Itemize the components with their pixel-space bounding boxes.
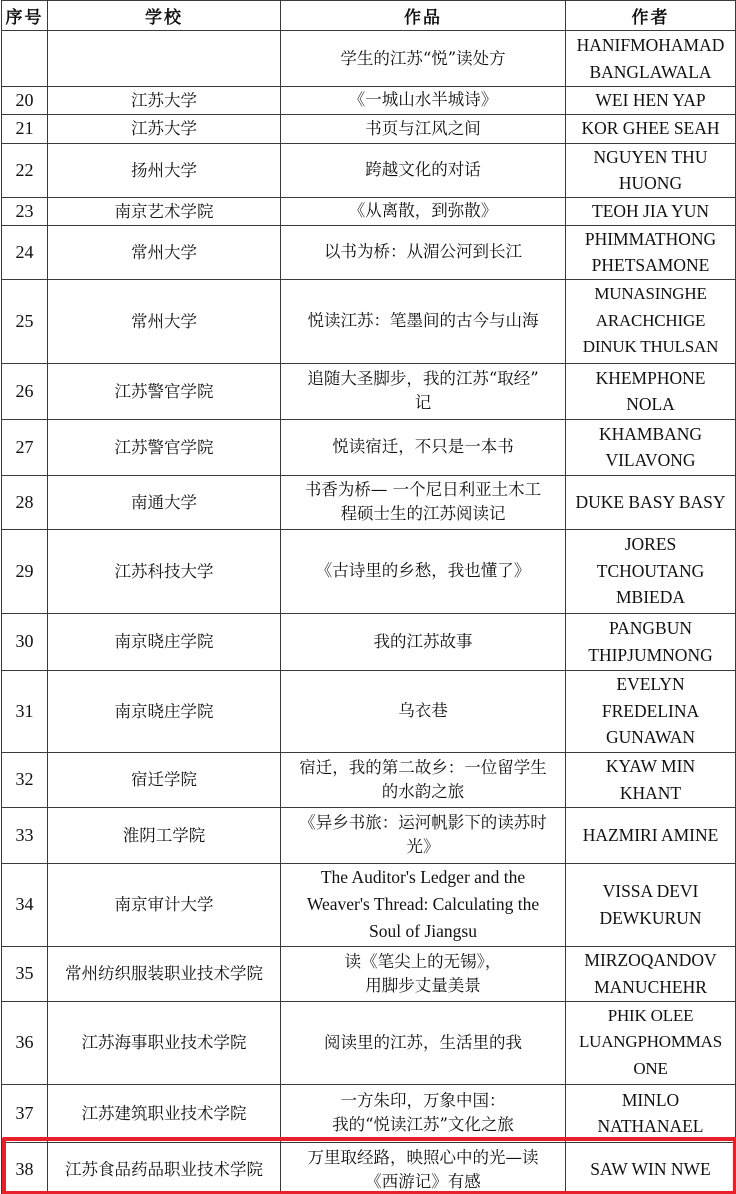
cell-school: 宿迁学院 <box>48 752 281 807</box>
author-line: PHIMMATHONG <box>584 228 717 249</box>
work-line: 光》 <box>406 837 440 856</box>
author-line: HANIFMOHAMAD <box>576 35 725 55</box>
work-line: 《异乡书旅：运河帆影下的读苏时 <box>299 813 547 832</box>
award-table <box>1 0 736 1194</box>
work-line: 书香为桥— 一个尼日利亚土木工 <box>304 480 542 499</box>
cell-author <box>566 87 736 115</box>
table-row <box>2 363 736 419</box>
cell-work <box>281 946 566 1001</box>
author-line: MANUCHEHR <box>594 976 707 997</box>
author-line: NOLA <box>626 394 675 414</box>
cell-no <box>2 31 48 87</box>
author-line: PHETSAMONE <box>591 255 710 275</box>
work-line: 程硕士生的江苏阅读记 <box>340 504 506 523</box>
cell-work <box>281 143 566 197</box>
table-row <box>2 613 736 670</box>
author-line: DUKE BASY BASY <box>575 491 726 512</box>
cell-school: 扬州大学 <box>48 143 281 197</box>
cell-work <box>281 475 566 529</box>
cell-no: 33 <box>2 807 48 863</box>
work-line: 一方朱印，万象中国： <box>340 1091 506 1110</box>
header-no: 序号 <box>2 1 48 31</box>
cell-school <box>48 31 281 87</box>
cell-author <box>566 363 736 419</box>
work-line: Weaver's Thread: Calculating the <box>306 894 540 914</box>
work-line: 《西游记》有感 <box>365 1171 481 1191</box>
cell-school: 南通大学 <box>48 475 281 529</box>
cell-work <box>281 670 566 752</box>
author-line: DINUK THULSAN <box>582 337 719 357</box>
author-line: MIRZOQANDOV <box>584 950 717 970</box>
table-row <box>2 946 736 1001</box>
cell-school: 常州大学 <box>48 279 281 363</box>
cell-school: 常州大学 <box>48 225 281 279</box>
table-row <box>2 197 736 225</box>
work-line: The Auditor's Ledger and the <box>320 867 526 887</box>
work-line: 的水韵之旅 <box>381 781 465 801</box>
work-line: 以书为桥：从湄公河到长江 <box>324 242 522 261</box>
cell-work <box>281 1142 566 1194</box>
cell-author <box>566 197 736 225</box>
cell-no: 31 <box>2 670 48 752</box>
author-line: EVELYN <box>616 674 685 695</box>
author-line: PHIK OLEE <box>607 1005 694 1025</box>
author-line: ARACHCHIGE <box>595 310 706 330</box>
cell-no: 32 <box>2 752 48 807</box>
work-line: 悦读江苏：笔墨间的古今与山海 <box>307 311 539 330</box>
author-line: HAZMIRI AMINE <box>582 824 719 845</box>
author-line: BANGLAWALA <box>589 61 712 82</box>
work-line: 追随大圣脚步，我的江苏“取经” <box>307 369 539 388</box>
cell-author <box>566 143 736 197</box>
author-line: TCHOUTANG <box>596 560 705 581</box>
header-author: 作者 <box>566 1 736 31</box>
cell-school: 常州纺织服装职业技术学院 <box>48 946 281 1001</box>
cell-school: 淮阴工学院 <box>48 807 281 863</box>
cell-school: 江苏建筑职业技术学院 <box>48 1084 281 1142</box>
cell-work <box>281 279 566 363</box>
table-row <box>2 1142 736 1194</box>
cell-author <box>566 475 736 529</box>
author-line: SAW WIN NWE <box>590 1159 711 1180</box>
author-line: WEI HEN YAP <box>595 90 706 110</box>
cell-no: 30 <box>2 613 48 670</box>
table-row <box>2 31 736 87</box>
cell-author <box>566 1001 736 1084</box>
work-line: 悦读宿迁，不只是一本书 <box>332 437 514 456</box>
work-line: Soul of Jiangsu <box>369 921 477 941</box>
table-row <box>2 419 736 475</box>
work-line: 用脚步丈量美景 <box>365 975 481 995</box>
cell-school: 江苏警官学院 <box>48 419 281 475</box>
cell-work <box>281 1084 566 1142</box>
cell-no: 28 <box>2 475 48 529</box>
author-line: DEWKURUN <box>599 907 702 928</box>
cell-school: 江苏科技大学 <box>48 529 281 613</box>
cell-work <box>281 807 566 863</box>
author-line: VILAVONG <box>605 450 696 470</box>
cell-author <box>566 1142 736 1194</box>
table-row <box>2 114 736 143</box>
work-line: 《古诗里的乡愁，我也懂了》 <box>315 561 531 580</box>
work-line: 跨越文化的对话 <box>365 160 481 179</box>
cell-work <box>281 529 566 613</box>
cell-no: 21 <box>2 114 48 143</box>
cell-school: 南京审计大学 <box>48 863 281 946</box>
cell-no: 35 <box>2 946 48 1001</box>
work-line: 我的“悦读江苏”文化之旅 <box>332 1115 514 1134</box>
author-line: NGUYEN THU <box>593 146 708 167</box>
table-row <box>2 225 736 279</box>
cell-author <box>566 529 736 613</box>
cell-author <box>566 807 736 863</box>
work-line: 学生的江苏“悦”读处方 <box>340 48 506 68</box>
cell-work <box>281 419 566 475</box>
cell-school: 江苏警官学院 <box>48 363 281 419</box>
table-row <box>2 670 736 752</box>
work-line: 我的江苏故事 <box>373 631 473 651</box>
cell-no: 34 <box>2 863 48 946</box>
work-line: 万里取经路，映照心中的光—读 <box>307 1147 539 1167</box>
cell-author <box>566 114 736 143</box>
cell-work <box>281 31 566 87</box>
author-line: THIPJUMNONG <box>588 644 713 665</box>
table-row <box>2 807 736 863</box>
author-line: ONE <box>633 1058 668 1078</box>
author-line: KHAMBANG <box>598 423 703 444</box>
work-line: 书页与江风之间 <box>365 118 481 138</box>
author-line: KHANT <box>619 782 682 803</box>
cell-author <box>566 752 736 807</box>
cell-author <box>566 670 736 752</box>
header-school: 学校 <box>48 1 281 31</box>
cell-no: 24 <box>2 225 48 279</box>
cell-no: 20 <box>2 87 48 115</box>
author-line: NATHANAEL <box>597 1116 704 1136</box>
author-line: VISSA DEVI <box>602 881 699 901</box>
cell-school: 江苏大学 <box>48 114 281 143</box>
work-line: 乌衣巷 <box>398 701 448 720</box>
cell-school: 江苏大学 <box>48 87 281 115</box>
cell-no: 36 <box>2 1001 48 1084</box>
cell-author <box>566 279 736 363</box>
cell-no: 38 <box>2 1142 48 1194</box>
work-line: 《一城山水半城诗》 <box>348 90 498 110</box>
author-line: HUONG <box>618 173 683 193</box>
work-line: 阅读里的江苏，生活里的我 <box>324 1032 522 1052</box>
cell-no: 26 <box>2 363 48 419</box>
cell-school: 江苏海事职业技术学院 <box>48 1001 281 1084</box>
author-line: TEOH JIA YUN <box>592 200 709 221</box>
author-line: FREDELINA <box>601 700 700 721</box>
header-work: 作品 <box>281 1 566 31</box>
cell-school: 南京艺术学院 <box>48 197 281 225</box>
author-line: GUNAWAN <box>605 727 695 748</box>
work-line: 记 <box>414 393 432 412</box>
cell-work <box>281 363 566 419</box>
cell-school: 南京晓庄学院 <box>48 613 281 670</box>
table-row <box>2 863 736 946</box>
cell-author <box>566 613 736 670</box>
cell-no: 22 <box>2 143 48 197</box>
work-line: 读《笔尖上的无锡》， <box>344 951 502 971</box>
table-row <box>2 475 736 529</box>
table-header-row <box>2 1 736 31</box>
cell-work <box>281 225 566 279</box>
author-line: MUNASINGHE <box>594 284 707 304</box>
cell-author <box>566 31 736 87</box>
cell-no: 37 <box>2 1084 48 1142</box>
cell-work <box>281 613 566 670</box>
cell-no: 29 <box>2 529 48 613</box>
cell-no: 27 <box>2 419 48 475</box>
author-line: PANGBUN <box>609 618 692 638</box>
table-row <box>2 1001 736 1084</box>
cell-author <box>566 225 736 279</box>
table-row <box>2 87 736 115</box>
table-row <box>2 752 736 807</box>
work-line: 《从离散，到弥散》 <box>348 201 498 220</box>
table-row <box>2 279 736 363</box>
table-body <box>2 31 736 1194</box>
author-line: KOR GHEE SEAH <box>581 118 720 139</box>
author-line: KYAW MIN <box>605 756 696 776</box>
author-line: JORES <box>624 534 677 555</box>
author-line: LUANGPHOMMAS <box>578 1032 723 1052</box>
cell-no: 25 <box>2 279 48 363</box>
cell-author <box>566 419 736 475</box>
cell-school: 江苏食品药品职业技术学院 <box>48 1142 281 1194</box>
cell-author <box>566 946 736 1001</box>
cell-author <box>566 1084 736 1142</box>
work-line: 宿迁，我的第二故乡：一位留学生 <box>299 757 547 777</box>
table-row <box>2 529 736 613</box>
cell-no: 23 <box>2 197 48 225</box>
author-line: KHEMPHONE <box>595 367 706 388</box>
cell-school: 南京晓庄学院 <box>48 670 281 752</box>
author-line: MINLO <box>621 1089 680 1110</box>
author-line: MBIEDA <box>615 587 686 608</box>
cell-work <box>281 197 566 225</box>
cell-work <box>281 863 566 946</box>
cell-work <box>281 87 566 115</box>
cell-work <box>281 114 566 143</box>
table-row <box>2 1084 736 1142</box>
cell-work <box>281 752 566 807</box>
cell-author <box>566 863 736 946</box>
cell-work <box>281 1001 566 1084</box>
table-row <box>2 143 736 197</box>
